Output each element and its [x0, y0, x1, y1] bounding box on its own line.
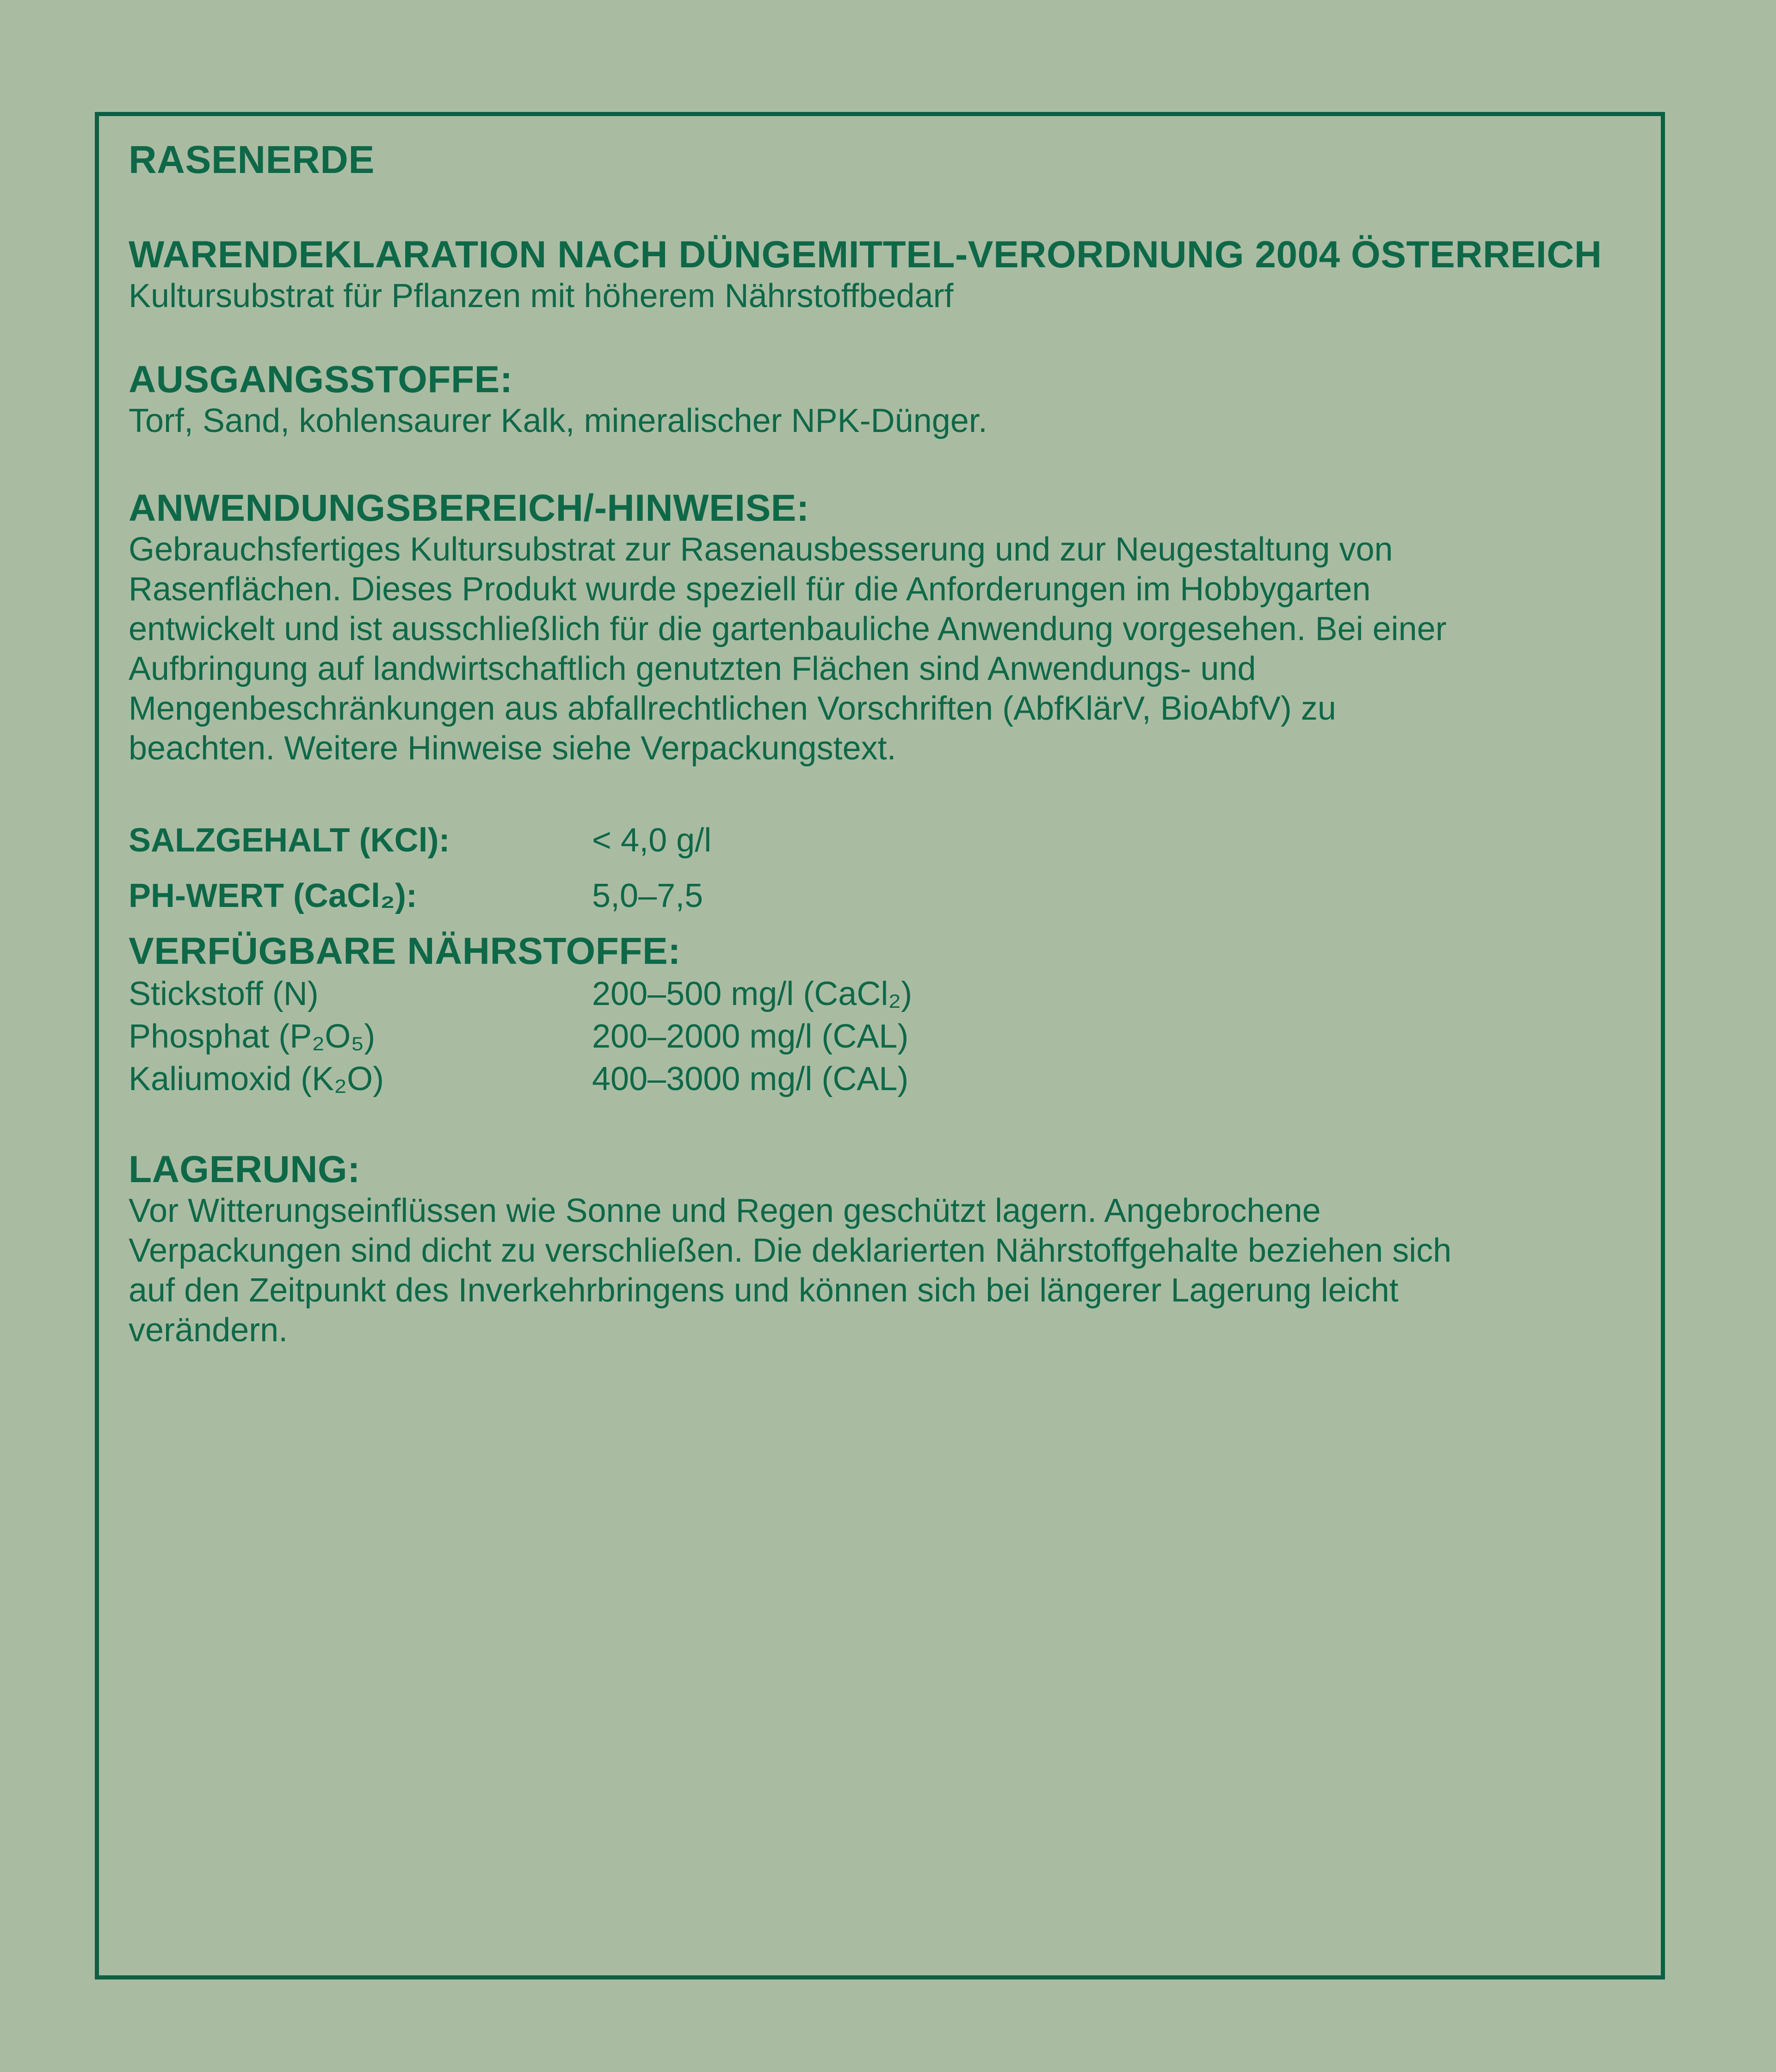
nutrient-row-phosphat	[129, 1015, 1610, 1058]
nutrient-row-kaliumoxid	[129, 1058, 1610, 1100]
naehrstoffe-heading: VERFÜGBARE NÄHRSTOFFE:	[129, 930, 681, 972]
anwendung-line: Mengenbeschränkungen aus abfallrechtlichen Vorschriften (AbfKlärV, BioAbfV) zu	[129, 690, 1336, 727]
section-anwendungsbereich	[129, 487, 1610, 768]
ausgangsstoffe-body: Torf, Sand, kohlensaurer Kalk, mineralischer NPK-Dünger.	[129, 402, 987, 439]
nutrient-label: Phosphat (P₂O₅)	[129, 1018, 376, 1055]
nutrient-label: Kaliumoxid (K₂O)	[129, 1061, 384, 1098]
anwendung-line: Aufbringung auf landwirtschaftlich genutzten Flächen sind Anwendungs- und	[129, 650, 1256, 687]
salzgehalt-label: SALZGEHALT (KCl):	[129, 822, 450, 859]
salzgehalt-value: < 4,0 g/l	[592, 822, 712, 859]
ausgangsstoffe-heading: AUSGANGSSTOFFE:	[129, 358, 513, 401]
product-label-frame	[95, 112, 1665, 1980]
section-ausgangsstoffe	[129, 358, 1610, 441]
nutrient-value: 400–3000 mg/l (CAL)	[592, 1061, 909, 1098]
ph-wert-value: 5,0–7,5	[592, 877, 703, 914]
label-content	[129, 137, 1610, 1350]
anwendungsbereich-heading: ANWENDUNGSBEREICH/-HINWEISE:	[129, 487, 809, 529]
anwendung-line: entwickelt und ist ausschließlich für die gartenbauliche Anwendung vorgesehen. Bei einer	[129, 610, 1447, 648]
ph-wert-label: PH-WERT (CaCl₂):	[129, 877, 417, 914]
lagerung-line: verändern.	[129, 1312, 288, 1349]
anwendung-line: Rasenflächen. Dieses Produkt wurde speziell für die Anforderungen im Hobbygarten	[129, 571, 1371, 608]
declaration-heading: WARENDEKLARATION NACH DÜNGEMITTEL-VERORDNUNG 2004 ÖSTERREICH	[129, 234, 1602, 276]
product-title: RASENERDE	[129, 138, 375, 181]
section-properties	[129, 819, 1610, 1100]
nutrient-value: 200–2000 mg/l (CAL)	[592, 1018, 909, 1055]
nutrient-row-stickstoff	[129, 973, 1610, 1015]
anwendung-line: beachten. Weitere Hinweise siehe Verpackungstext.	[129, 730, 896, 767]
section-declaration	[129, 234, 1610, 316]
section-lagerung	[129, 1148, 1610, 1350]
declaration-subtitle: Kultursubstrat für Pflanzen mit höherem Nährstoffbedarf	[129, 278, 954, 314]
salzgehalt-row	[129, 819, 1610, 862]
nutrient-value: 200–500 mg/l (CaCl₂)	[592, 975, 913, 1012]
nutrient-label: Stickstoff (N)	[129, 975, 319, 1012]
lagerung-line: Verpackungen sind dicht zu verschließen. Die deklarierten Nährstoffgehalte beziehen sich	[129, 1232, 1452, 1269]
ph-wert-row	[129, 875, 1610, 917]
lagerung-line: Vor Witterungseinflüssen wie Sonne und Regen geschützt lagern. Angebrochene	[129, 1192, 1321, 1229]
lagerung-heading: LAGERUNG:	[129, 1148, 361, 1190]
anwendung-line: Gebrauchsfertiges Kultursubstrat zur Rasenausbesserung und zur Neugestaltung von	[129, 531, 1393, 568]
lagerung-line: auf den Zeitpunkt des Inverkehrbringens und können sich bei längerer Lagerung leicht	[129, 1272, 1399, 1309]
